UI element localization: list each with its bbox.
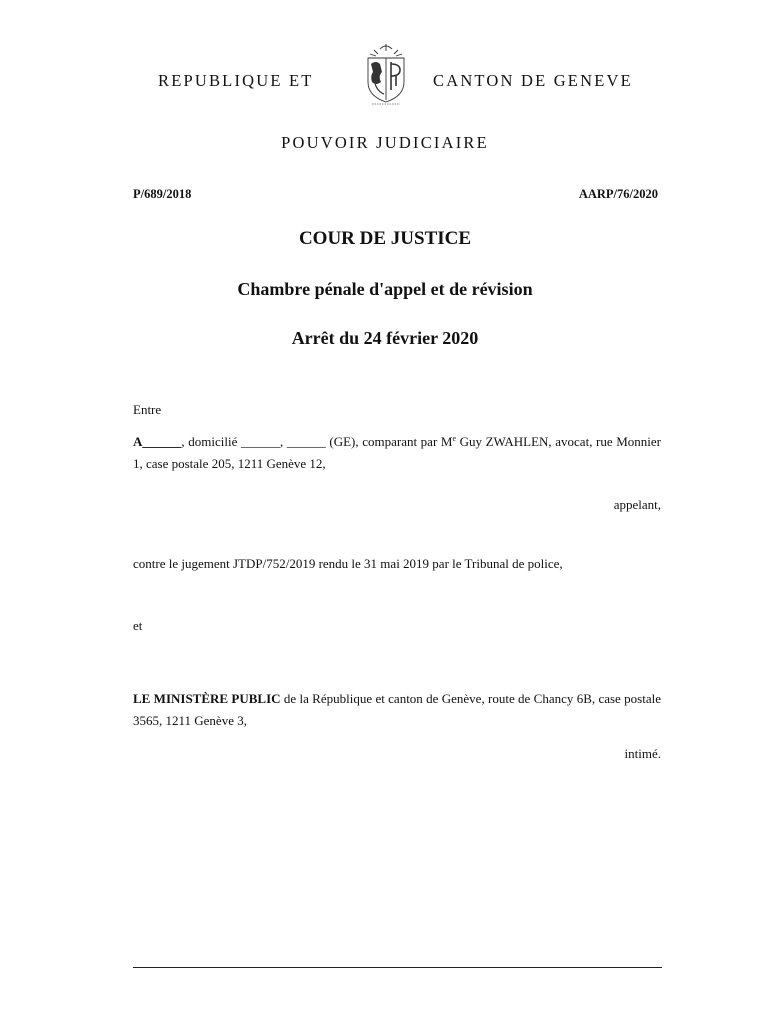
decision-reference: AARP/76/2020 bbox=[578, 187, 658, 201]
header-right: CANTON DE GENEVE bbox=[433, 71, 633, 90]
appellant-sup: e bbox=[452, 434, 457, 443]
appellant-paragraph bbox=[133, 431, 661, 475]
respondent-name: LE MINISTÈRE PUBLIC bbox=[133, 691, 281, 706]
respondent-paragraph bbox=[133, 688, 661, 732]
footer-divider bbox=[133, 967, 662, 968]
intime-label: intimé. bbox=[624, 746, 661, 761]
entre-label: Entre bbox=[133, 402, 162, 417]
header-subtitle: POUVOIR JUDICIAIRE bbox=[281, 133, 489, 152]
geneva-coat-of-arms-icon bbox=[358, 42, 414, 106]
appellant-text-a: , domicilié ______, ______ (GE), comparant par M bbox=[181, 434, 453, 449]
contre-paragraph: contre le jugement JTDP/752/2019 rendu le 31 mai 2019 par le Tribunal de police, bbox=[133, 556, 563, 571]
et-label: et bbox=[133, 618, 143, 633]
appelant-label: appelant, bbox=[613, 497, 661, 512]
respondent-text: de la République et canton de Genève, route de Chancy 6B, case postale 3565, 1211 Genève 3, bbox=[133, 691, 661, 728]
judgment-date: Arrêt du 24 février 2020 bbox=[291, 328, 479, 348]
appellant-name: A______ bbox=[133, 434, 182, 449]
chamber-title: Chambre pénale d'appel et de révision bbox=[237, 279, 533, 299]
case-reference: P/689/2018 bbox=[133, 187, 192, 201]
court-title: COUR DE JUSTICE bbox=[298, 228, 472, 249]
appellant-text-b: Guy ZWAHLEN, avocat, rue Monnier 1, case postale 205, 1211 Genève 12, bbox=[133, 434, 662, 471]
header-left: REPUBLIQUE ET bbox=[158, 71, 314, 90]
